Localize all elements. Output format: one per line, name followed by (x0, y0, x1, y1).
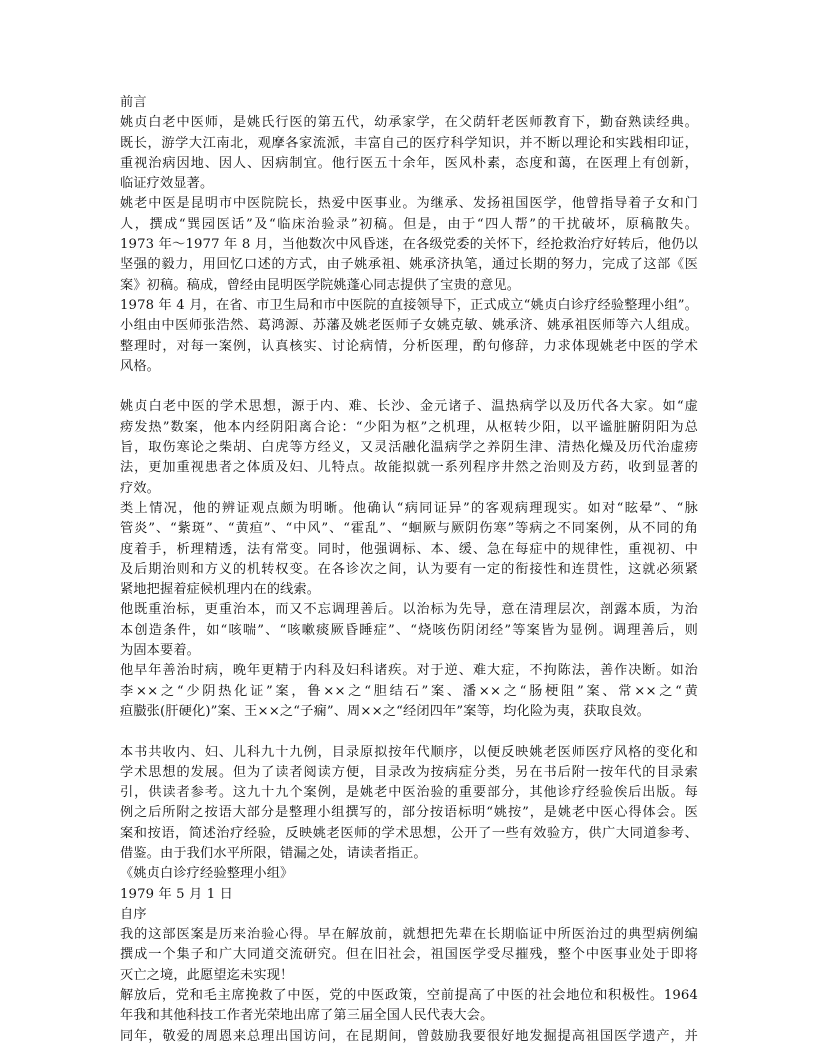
text-line: 及后期治则和方义的机转权变。在各诊次之间，认为要有一定的衔接性和连贯性，这就必须紧 (120, 561, 698, 577)
text-line: 疸臌张(肝硬化)”案、王××之“子痫”、周××之“经闭四年”案等，均化险为夷，获取良效。 (120, 703, 650, 719)
text-line: 借鉴。由于我们水平所限，错漏之处，请读者指正。 (120, 845, 427, 861)
text-line: 度着手，析理精透，法有常变。同时，他强调标、本、缓、急在每症中的规律性，重视初、中 (120, 541, 698, 557)
text-line: 姚贞白老中医的学术思想，源于内、难、长沙、金元诸子、温热病学以及历代各大家。如“虚 (120, 399, 698, 415)
text-line: 《姚贞白诊疗经验整理小组》 (120, 866, 294, 882)
text-line: 临证疗效显著。 (120, 176, 214, 192)
text-line: 他既重治标，更重治本，而又不忘调理善后。以治标为先导，意在清理层次，剖露本质，为治 (120, 602, 698, 618)
text-line: 重视治病因地、因人、因病制宜。他行医五十余年，医风朴素，态度和蔼，在医理上有创新， (120, 155, 698, 171)
text-line: 类上情况，他的辨证观点颇为明晰。他确认“病同证异”的客观病理现实。如对“眩晕”、“脉 (120, 500, 698, 516)
text-line: 案和按语，简述治疗经验，反映姚老医师的学术思想，公开了一些有效验方，供广大同道参考、 (120, 825, 698, 841)
text-line: 学术思想的发展。但为了读者阅读方便，目录改为按病症分类，另在书后附一按年代的目录索 (120, 764, 698, 780)
text-line: 他早年善治时病，晚年更精于内科及妇科诸疾。对于逆、难大症，不拘陈法，善作决断。如治 (120, 663, 698, 679)
text-line: 为固本要着。 (120, 643, 201, 659)
text-line: 法，更加重视患者之体质及妇、儿特点。故能拟就一系列程序井然之治则及方药，收到显著的 (120, 460, 698, 476)
text-line: 小组由中医师张浩然、葛鸿源、苏藩及姚老医师子女姚克敏、姚承济、姚承祖医师等六人组成。 (120, 318, 698, 334)
text-line: 灭亡之境，此愿望迄未实现！ (120, 967, 294, 983)
text-line: 旨，取伤寒论之柴胡、白虎等方经义，又灵活融化温病学之养阴生津、清热化燥及历代治虚痨 (120, 440, 698, 456)
text-line: 管炎”、“紫斑”、“黄疸”、“中风”、“霍乱”、“蛔厥与厥阴伤寒”等病之不同案例，从不同的角 (120, 521, 698, 537)
text-line: 年我和其他科技工作者光荣地出席了第三届全国人民代表大会。 (120, 1008, 494, 1024)
text-line: 例之后所附之按语大部分是整理小组撰写的，部分按语标明“姚按”，是姚老中医心得体会。医 (120, 805, 698, 821)
text-line: 风格。 (120, 358, 161, 374)
text-line: 本创造条件，如“咳喘”、“咳嗽痰厥昏睡症”、“烧咳伤阴闭经”等案皆为显例。调理善后，则 (120, 622, 698, 638)
text-line: 姚老中医是昆明市中医院院长，热爱中医事业。为继承、发扬祖国医学，他曾指导着子女和门 (120, 196, 698, 212)
text-line: 我的这部医案是历来治验心得。早在解放前，就想把先辈在长期临证中所医治过的典型病例编 (120, 927, 698, 943)
text-line: 同年，敬爱的周恩来总理出国访问，在昆期间，曾鼓励我要很好地发掘提高祖国医学遗产，并 (120, 1028, 698, 1044)
blank-line (120, 722, 698, 742)
text-line: 1978 年 4 月，在省、市卫生局和市中医院的直接领导下，正式成立“姚贞白诊疗经验整理小组”。 (120, 297, 698, 313)
text-line: 前言 (120, 95, 147, 110)
text-line: 自序 (120, 906, 147, 922)
text-line: 姚贞白老中医师，是姚氏行医的第五代，幼承家学，在父荫轩老医师教育下，勤奋熟读经典。 (120, 115, 698, 131)
text-line: 本书共收内、妇、儿科九十九例，目录原拟按年代顺序，以便反映姚老医师医疗风格的变化和 (120, 744, 698, 760)
text-line: 人，撰成“巽园医话”及“临床治验录”初稿。但是，由于“四人帮”的干扰破坏，原稿散失。 (120, 216, 698, 232)
text-line: 坚强的毅力，用回忆口述的方式，由子姚承祖、姚承济执笔，通过长期的努力，完成了这部《医 (120, 257, 698, 273)
text-line: 李××之“少阴热化证”案，鲁××之“胆结石”案、潘××之“肠梗阻”案、常××之“黄 (120, 683, 698, 699)
text-line: 引，供读者参考。这九十九个案例，是姚老中医治验的重要部分，其他诊疗经验俟后出版。每 (120, 785, 698, 801)
text-line: 撰成一个集子和广大同道交流研究。但在旧社会，祖国医学受尽摧残，整个中医事业处于即将 (120, 947, 698, 963)
text-line: 解放后，党和毛主席挽救了中医，党的中医政策，空前提高了中医的社会地位和积极性。1964 (120, 988, 698, 1004)
text-line: 紧地把握着症候机理内在的线索。 (120, 582, 321, 598)
text-line: 痨发热”数案，他本内经阴阳离合论：“少阳为枢”之机理，从枢转少阳，以平谧脏腑阴阳为总 (120, 419, 698, 435)
text-line: 疗效。 (120, 480, 161, 496)
text-line: 1979 年 5 月 1 日 (120, 886, 233, 902)
text-line: 1973 年～1977 年 8 月，当他数次中风昏迷，在各级党委的关怀下，经抢救治疗好转后，他仍以 (120, 237, 698, 253)
document-page (120, 93, 698, 1047)
text-line: 案》初稿。稿成，曾经由昆明医学院姚蓬心同志提供了宝贵的意见。 (120, 277, 521, 293)
text-line: 整理时，对每一案例，认真核实、讨论病情，分析医理，酌句修辞，力求体现姚老中医的学术 (120, 338, 698, 354)
text-line: 既长，游学大江南北，观摩各家流派，丰富自己的医疗科学知识，并不断以理论和实践相印证， (120, 135, 698, 151)
blank-line (120, 377, 698, 397)
